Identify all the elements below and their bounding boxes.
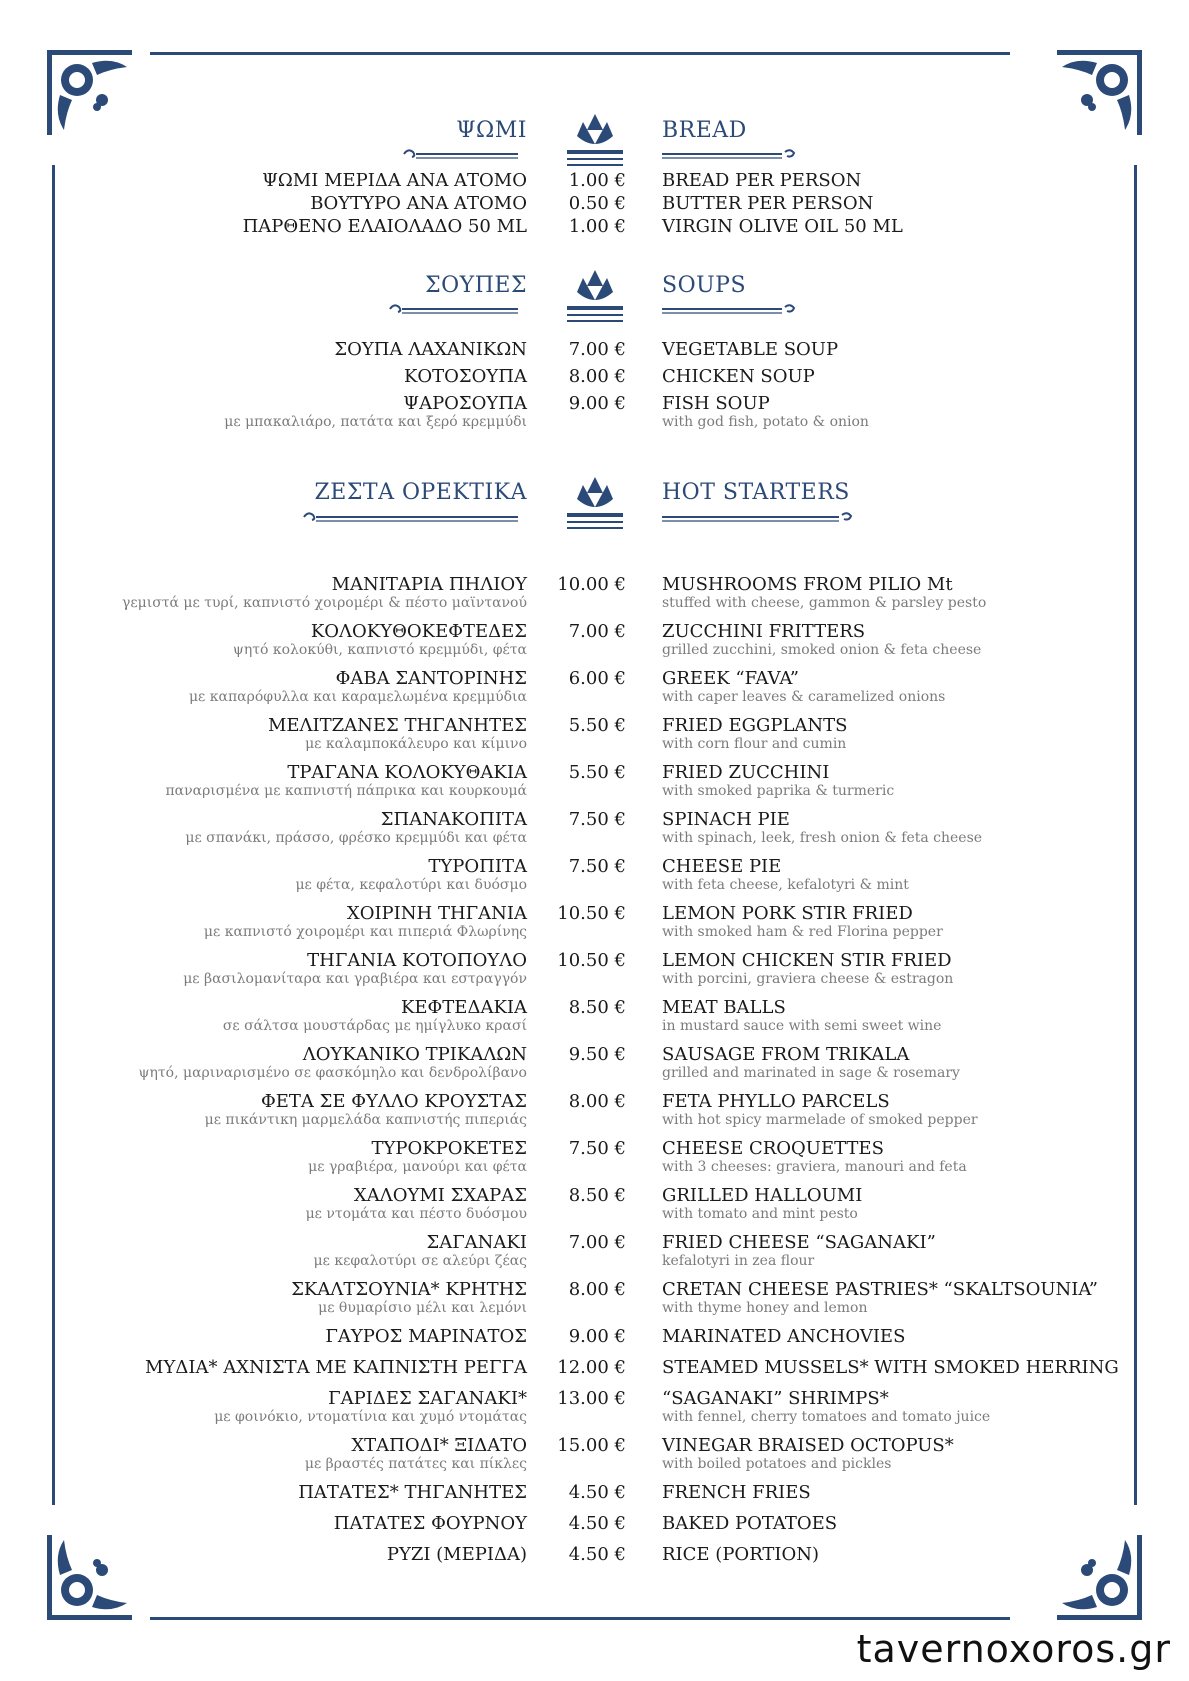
item-name-gr	[268, 715, 527, 752]
item-price: 9.00 €	[568, 393, 626, 414]
section-title-en: HOT STARTERS	[662, 480, 850, 505]
item-name-text: FRIED ZUCCHINI	[662, 762, 830, 783]
item-name-text: ΓΑΡΙΔΕΣ ΣΑΓΑΝΑΚΙ*	[328, 1388, 527, 1409]
item-name-en	[662, 621, 981, 658]
item-description-gr: με πικάντικη μαρμελάδα καπνιστής πιπεριάς	[204, 1112, 527, 1128]
item-name-text: ΦΑΒΑ ΣΑΝΤΟΡΙΝΗΣ	[335, 668, 527, 689]
item-name-en: CHICKEN SOUP	[662, 366, 815, 387]
item-name-gr	[295, 856, 527, 893]
ornament-corner-bottom-right	[1052, 1530, 1147, 1625]
item-name-en	[662, 809, 982, 846]
item-name-text: ΛΟΥΚΑΝΙΚΟ ΤΡΙΚΑΛΩΝ	[302, 1044, 527, 1065]
item-description-en: with porcini, graviera cheese & estragon	[662, 971, 954, 987]
item-price: 1.00 €	[568, 170, 626, 191]
item-price: 10.50 €	[557, 903, 626, 924]
item-price: 13.00 €	[557, 1388, 626, 1409]
item-name-text: ΚΕΦΤΕΔΑΚΙΑ	[400, 997, 527, 1018]
item-name-gr	[305, 1435, 527, 1472]
item-description-en: grilled and marinated in sage & rosemary	[662, 1065, 960, 1081]
item-name-en: VEGETABLE SOUP	[662, 339, 839, 360]
item-description-en: with caper leaves & caramelized onions	[662, 689, 946, 705]
item-name-gr	[314, 1232, 527, 1269]
item-name-en	[662, 762, 894, 799]
item-name-gr	[204, 903, 527, 940]
item-price: 8.50 €	[568, 1185, 626, 1206]
item-name-text: ΣΑΓΑΝΑΚΙ	[426, 1232, 527, 1253]
item-price: 9.00 €	[568, 1326, 626, 1347]
item-name-text: ΧΤΑΠΟΔΙ* ΞΙΔΑΤΟ	[351, 1435, 527, 1456]
scroll-ornament-icon	[662, 147, 797, 161]
item-price: 8.00 €	[568, 366, 626, 387]
item-name-text: ΦΕΤΑ ΣΕ ΦΥΛΛΟ ΚΡΟΥΣΤΑΣ	[261, 1091, 527, 1112]
item-price: 12.00 €	[557, 1357, 626, 1378]
item-description-en: in mustard sauce with semi sweet wine	[662, 1018, 942, 1034]
item-description-en: with god fish, potato & onion	[662, 414, 869, 430]
item-name-text: LEMON PORK STIR FRIED	[662, 903, 913, 924]
item-name-text: ZUCCHINI FRITTERS	[662, 621, 866, 642]
item-name-en	[662, 668, 945, 705]
scroll-ornament-icon	[662, 510, 854, 524]
item-name-gr	[291, 1279, 527, 1316]
item-description-en: with fennel, cherry tomatoes and tomato juice	[662, 1409, 991, 1425]
item-description-en: with hot spicy marmelade of smoked pepper	[662, 1112, 978, 1128]
item-price: 5.50 €	[568, 762, 626, 783]
item-name-text: GREEK “FAVA”	[662, 668, 799, 689]
item-name-gr	[306, 1185, 527, 1222]
item-description-en: with smoked ham & red Florina pepper	[662, 924, 943, 940]
item-description-gr: με γραβιέρα, μανούρι και φέτα	[308, 1159, 527, 1175]
item-name-text: ΜΑΝΙΤΑΡΙΑ ΠΗΛΙΟΥ	[331, 574, 527, 595]
item-price: 10.00 €	[557, 574, 626, 595]
item-name-en	[662, 856, 909, 893]
item-name-gr	[189, 668, 527, 705]
item-name-gr	[183, 950, 527, 987]
item-price: 6.00 €	[568, 668, 626, 689]
item-name-text: FETA PHYLLO PARCELS	[662, 1091, 890, 1112]
item-price: 7.00 €	[568, 621, 626, 642]
item-description-gr: με ντομάτα και πέστο δυόσμου	[305, 1206, 527, 1222]
item-name-gr	[185, 809, 527, 846]
item-description-en: stuffed with cheese, gammon & parsley pesto	[662, 595, 987, 611]
item-price: 7.00 €	[568, 1232, 626, 1253]
item-name-text: “SAGANAKI” SHRIMPS*	[662, 1388, 889, 1409]
item-description-en: with spinach, leek, fresh onion & feta cheese	[662, 830, 983, 846]
item-name-gr: ΠΑΡΘΕΝΟ ΕΛΑΙΟΛΑΔΟ 50 ML	[242, 216, 527, 237]
item-description-en: with corn flour and cumin	[662, 736, 847, 752]
item-price: 4.50 €	[568, 1544, 626, 1565]
shell-emblem-icon	[563, 268, 627, 328]
item-name-en	[662, 1185, 862, 1222]
item-description-gr: με καλαμποκάλευρο και κίμινο	[305, 736, 527, 752]
item-name-en: BREAD PER PERSON	[662, 170, 862, 191]
item-name-text: ΜΕΛΙΤΖΑΝΕΣ ΤΗΓΑΝΗΤΕΣ	[267, 715, 527, 736]
item-name-en	[662, 1138, 967, 1175]
item-description-gr: με κεφαλοτύρι σε αλεύρι ζέας	[313, 1253, 527, 1269]
item-name-gr	[223, 997, 527, 1034]
scroll-ornament-icon	[402, 147, 520, 161]
item-name-text: ΨΑΡΟΣΟΥΠΑ	[403, 393, 527, 414]
item-name-text: ΤΗΓΑΝΙΑ ΚΟΤΟΠΟΥΛΟ	[307, 950, 527, 971]
shell-emblem-icon	[563, 112, 627, 172]
item-name-gr: ΣΟΥΠΑ ΛΑΧΑΝΙΚΩΝ	[334, 339, 527, 360]
item-name-en	[662, 903, 943, 940]
item-name-text: ΣΠΑΝΑΚΟΠΙΤΑ	[380, 809, 527, 830]
item-description-gr: με φέτα, κεφαλοτύρι και δυόσμο	[295, 877, 527, 893]
item-price: 15.00 €	[557, 1435, 626, 1456]
item-price: 8.00 €	[568, 1279, 626, 1300]
section-title-gr: ΣΟΥΠΕΣ	[425, 273, 527, 298]
item-price: 4.50 €	[568, 1513, 626, 1534]
item-name-en	[662, 1044, 960, 1081]
item-description-gr: με βραστές πατάτες και πίκλες	[304, 1456, 527, 1472]
item-description-gr: παναρισμένα με καπνιστή πάπρικα και κουρκουμά	[165, 783, 527, 799]
item-price: 7.50 €	[568, 809, 626, 830]
item-price: 10.50 €	[557, 950, 626, 971]
item-description-en: with 3 cheeses: graviera, manouri and feta	[662, 1159, 967, 1175]
item-price: 7.50 €	[568, 1138, 626, 1159]
ornament-corner-top-left	[42, 45, 137, 140]
item-description-en: with thyme honey and lemon	[662, 1300, 868, 1316]
frame-bottom-line	[150, 1617, 1010, 1620]
section-title-gr: ΖΕΣΤΑ ΟΡΕΚΤΙΚΑ	[314, 480, 527, 505]
item-name-gr	[308, 1138, 527, 1175]
item-description-gr: με φοινόκιο, ντοματίνια και χυμό ντομάτας	[214, 1409, 527, 1425]
item-description-gr: γεμιστά με τυρί, καπνιστό χοιρομέρι & πέστο μαϊντανού	[121, 595, 527, 611]
section-title-gr: ΨΩΜΙ	[456, 118, 527, 143]
scroll-ornament-icon	[302, 510, 520, 524]
item-name-gr: ΡΥΖΙ (ΜΕΡΙΔΑ)	[386, 1544, 527, 1565]
item-price: 5.50 €	[568, 715, 626, 736]
item-name-en	[662, 1091, 978, 1128]
item-name-en	[662, 1388, 990, 1425]
item-name-en: BAKED POTATOES	[662, 1513, 838, 1534]
item-name-text: ΚΟΛΟΚΥΘΟΚΕΦΤΕΔΕΣ	[310, 621, 527, 642]
item-description-en: with tomato and mint pesto	[662, 1206, 858, 1222]
item-name-text: GRILLED HALLOUMI	[662, 1185, 863, 1206]
item-name-en	[662, 393, 869, 430]
item-price: 9.50 €	[568, 1044, 626, 1065]
item-description-gr: σε σάλτσα μουστάρδας με ημίγλυκο κρασί	[222, 1018, 527, 1034]
item-name-text: FISH SOUP	[662, 393, 770, 414]
item-name-text: MEAT BALLS	[662, 997, 786, 1018]
item-description-en: kefalotyri in zea flour	[662, 1253, 815, 1269]
item-description-gr: με μπακαλιάρο, πατάτα και ξερό κρεμμύδι	[224, 414, 527, 430]
item-price: 7.50 €	[568, 856, 626, 877]
item-description-en: grilled zucchini, smoked onion & feta cheese	[662, 642, 982, 658]
item-price: 4.50 €	[568, 1482, 626, 1503]
item-name-gr	[122, 574, 527, 611]
item-name-gr: ΜΥΔΙΑ* ΑΧΝΙΣΤΑ ΜΕ ΚΑΠΝΙΣΤΗ ΡΕΓΓΑ	[145, 1357, 527, 1378]
item-description-gr: με θυμαρίσιο μέλι και λεμόνι	[318, 1300, 527, 1316]
item-price: 0.50 €	[568, 193, 626, 214]
item-name-en	[662, 1279, 1098, 1316]
item-name-text: ΤΥΡΟΠΙΤΑ	[428, 856, 527, 877]
item-name-text: FRIED CHEESE “SAGANAKI”	[662, 1232, 936, 1253]
item-description-gr: ψητό, μαριναρισμένο σε φασκόμηλο και δενδρολίβανο	[138, 1065, 527, 1081]
item-name-en	[662, 1435, 954, 1472]
item-name-gr	[165, 762, 527, 799]
item-name-gr: ΨΩΜΙ ΜΕΡΙΔΑ ΑΝΑ ΑΤΟΜΟ	[262, 170, 527, 191]
item-description-gr: ψητό κολοκύθι, καπνιστό κρεμμύδι, φέτα	[232, 642, 527, 658]
item-name-gr	[224, 393, 527, 430]
item-name-en: RICE (PORTION)	[662, 1544, 820, 1565]
item-description-en: with smoked paprika & turmeric	[662, 783, 895, 799]
item-price: 8.50 €	[568, 997, 626, 1018]
item-name-text: VINEGAR BRAISED OCTOPUS*	[662, 1435, 954, 1456]
item-name-en: FRENCH FRIES	[662, 1482, 811, 1503]
item-price: 7.00 €	[568, 339, 626, 360]
section-title-en: BREAD	[662, 118, 747, 143]
item-name-gr	[233, 621, 527, 658]
item-name-text: ΤΡΑΓΑΝΑ ΚΟΛΟΚΥΘΑΚΙΑ	[287, 762, 527, 783]
item-name-gr	[205, 1091, 527, 1128]
item-description-en: with boiled potatoes and pickles	[662, 1456, 892, 1472]
item-name-en	[662, 997, 941, 1034]
item-name-text: ΧΑΛΟΥΜΙ ΣΧΑΡΑΣ	[353, 1185, 527, 1206]
item-name-text: ΣΚΑΛΤΣΟΥΝΙΑ* ΚΡΗΤΗΣ	[291, 1279, 527, 1300]
scroll-ornament-icon	[388, 302, 520, 316]
item-name-text: MUSHROOMS FROM PILIO Mt	[662, 574, 953, 595]
item-name-en: BUTTER PER PERSON	[662, 193, 874, 214]
item-name-en: MARINATED ANCHOVIES	[662, 1326, 906, 1347]
item-name-text: CHEESE CROQUETTES	[662, 1138, 884, 1159]
item-description-gr: με σπανάκι, πράσσο, φρέσκο κρεμμύδι και φέτα	[185, 830, 527, 846]
item-name-en: VIRGIN OLIVE OIL 50 ML	[662, 216, 903, 237]
item-name-gr	[214, 1388, 527, 1425]
item-price: 8.00 €	[568, 1091, 626, 1112]
scroll-ornament-icon	[662, 302, 797, 316]
item-name-en	[662, 1232, 936, 1269]
item-description-gr: με βασιλομανίταρα και γραβιέρα και εστραγγόν	[183, 971, 527, 987]
item-price: 1.00 €	[568, 216, 626, 237]
item-description-en: with feta cheese, kefalotyri & mint	[662, 877, 909, 893]
item-name-gr: ΓΑΥΡΟΣ ΜΑΡΙΝΑΤΟΣ	[325, 1326, 527, 1347]
ornament-corner-top-right	[1052, 45, 1147, 140]
ornament-corner-bottom-left	[42, 1530, 137, 1625]
item-name-text: CRETAN CHEESE PASTRIES* “SKALTSOUNIA”	[662, 1279, 1098, 1300]
item-name-en	[662, 950, 953, 987]
item-name-gr: ΒΟΥΤΥΡΟ ΑΝΑ ΑΤΟΜΟ	[310, 193, 527, 214]
section-title-en: SOUPS	[662, 273, 747, 298]
item-name-en	[662, 715, 848, 752]
frame-left-line	[52, 165, 55, 1505]
shell-emblem-icon	[563, 475, 627, 535]
item-name-text: SAUSAGE FROM TRIKALA	[662, 1044, 910, 1065]
frame-top-line	[150, 52, 1010, 55]
item-name-text: ΤΥΡΟΚΡΟΚΕΤΕΣ	[371, 1138, 527, 1159]
item-name-text: FRIED EGGPLANTS	[662, 715, 848, 736]
item-name-gr: ΚΟΤΟΣΟΥΠΑ	[403, 366, 527, 387]
watermark: tavernoxoros.gr	[849, 1625, 1179, 1673]
item-description-gr: με καπαρόφυλλα και καραμελωμένα κρεμμύδια	[188, 689, 527, 705]
item-name-text: CHEESE PIE	[662, 856, 782, 877]
item-name-text: LEMON CHICKEN STIR FRIED	[662, 950, 952, 971]
item-name-gr	[139, 1044, 527, 1081]
item-name-text: ΧΟΙΡΙΝΗ ΤΗΓΑΝΙΑ	[346, 903, 527, 924]
item-name-text: SPINACH PIE	[662, 809, 790, 830]
item-name-gr: ΠΑΤΑΤΕΣ ΦΟΥΡΝΟΥ	[333, 1513, 527, 1534]
item-name-en	[662, 574, 986, 611]
item-name-gr: ΠΑΤΑΤΕΣ* ΤΗΓΑΝΗΤΕΣ	[298, 1482, 527, 1503]
item-description-gr: με καπνιστό χοιρομέρι και πιπεριά Φλωρίνης	[203, 924, 527, 940]
item-name-en: STEAMED MUSSELS* WITH SMOKED HERRING	[662, 1357, 1119, 1378]
frame-right-line	[1134, 165, 1137, 1505]
